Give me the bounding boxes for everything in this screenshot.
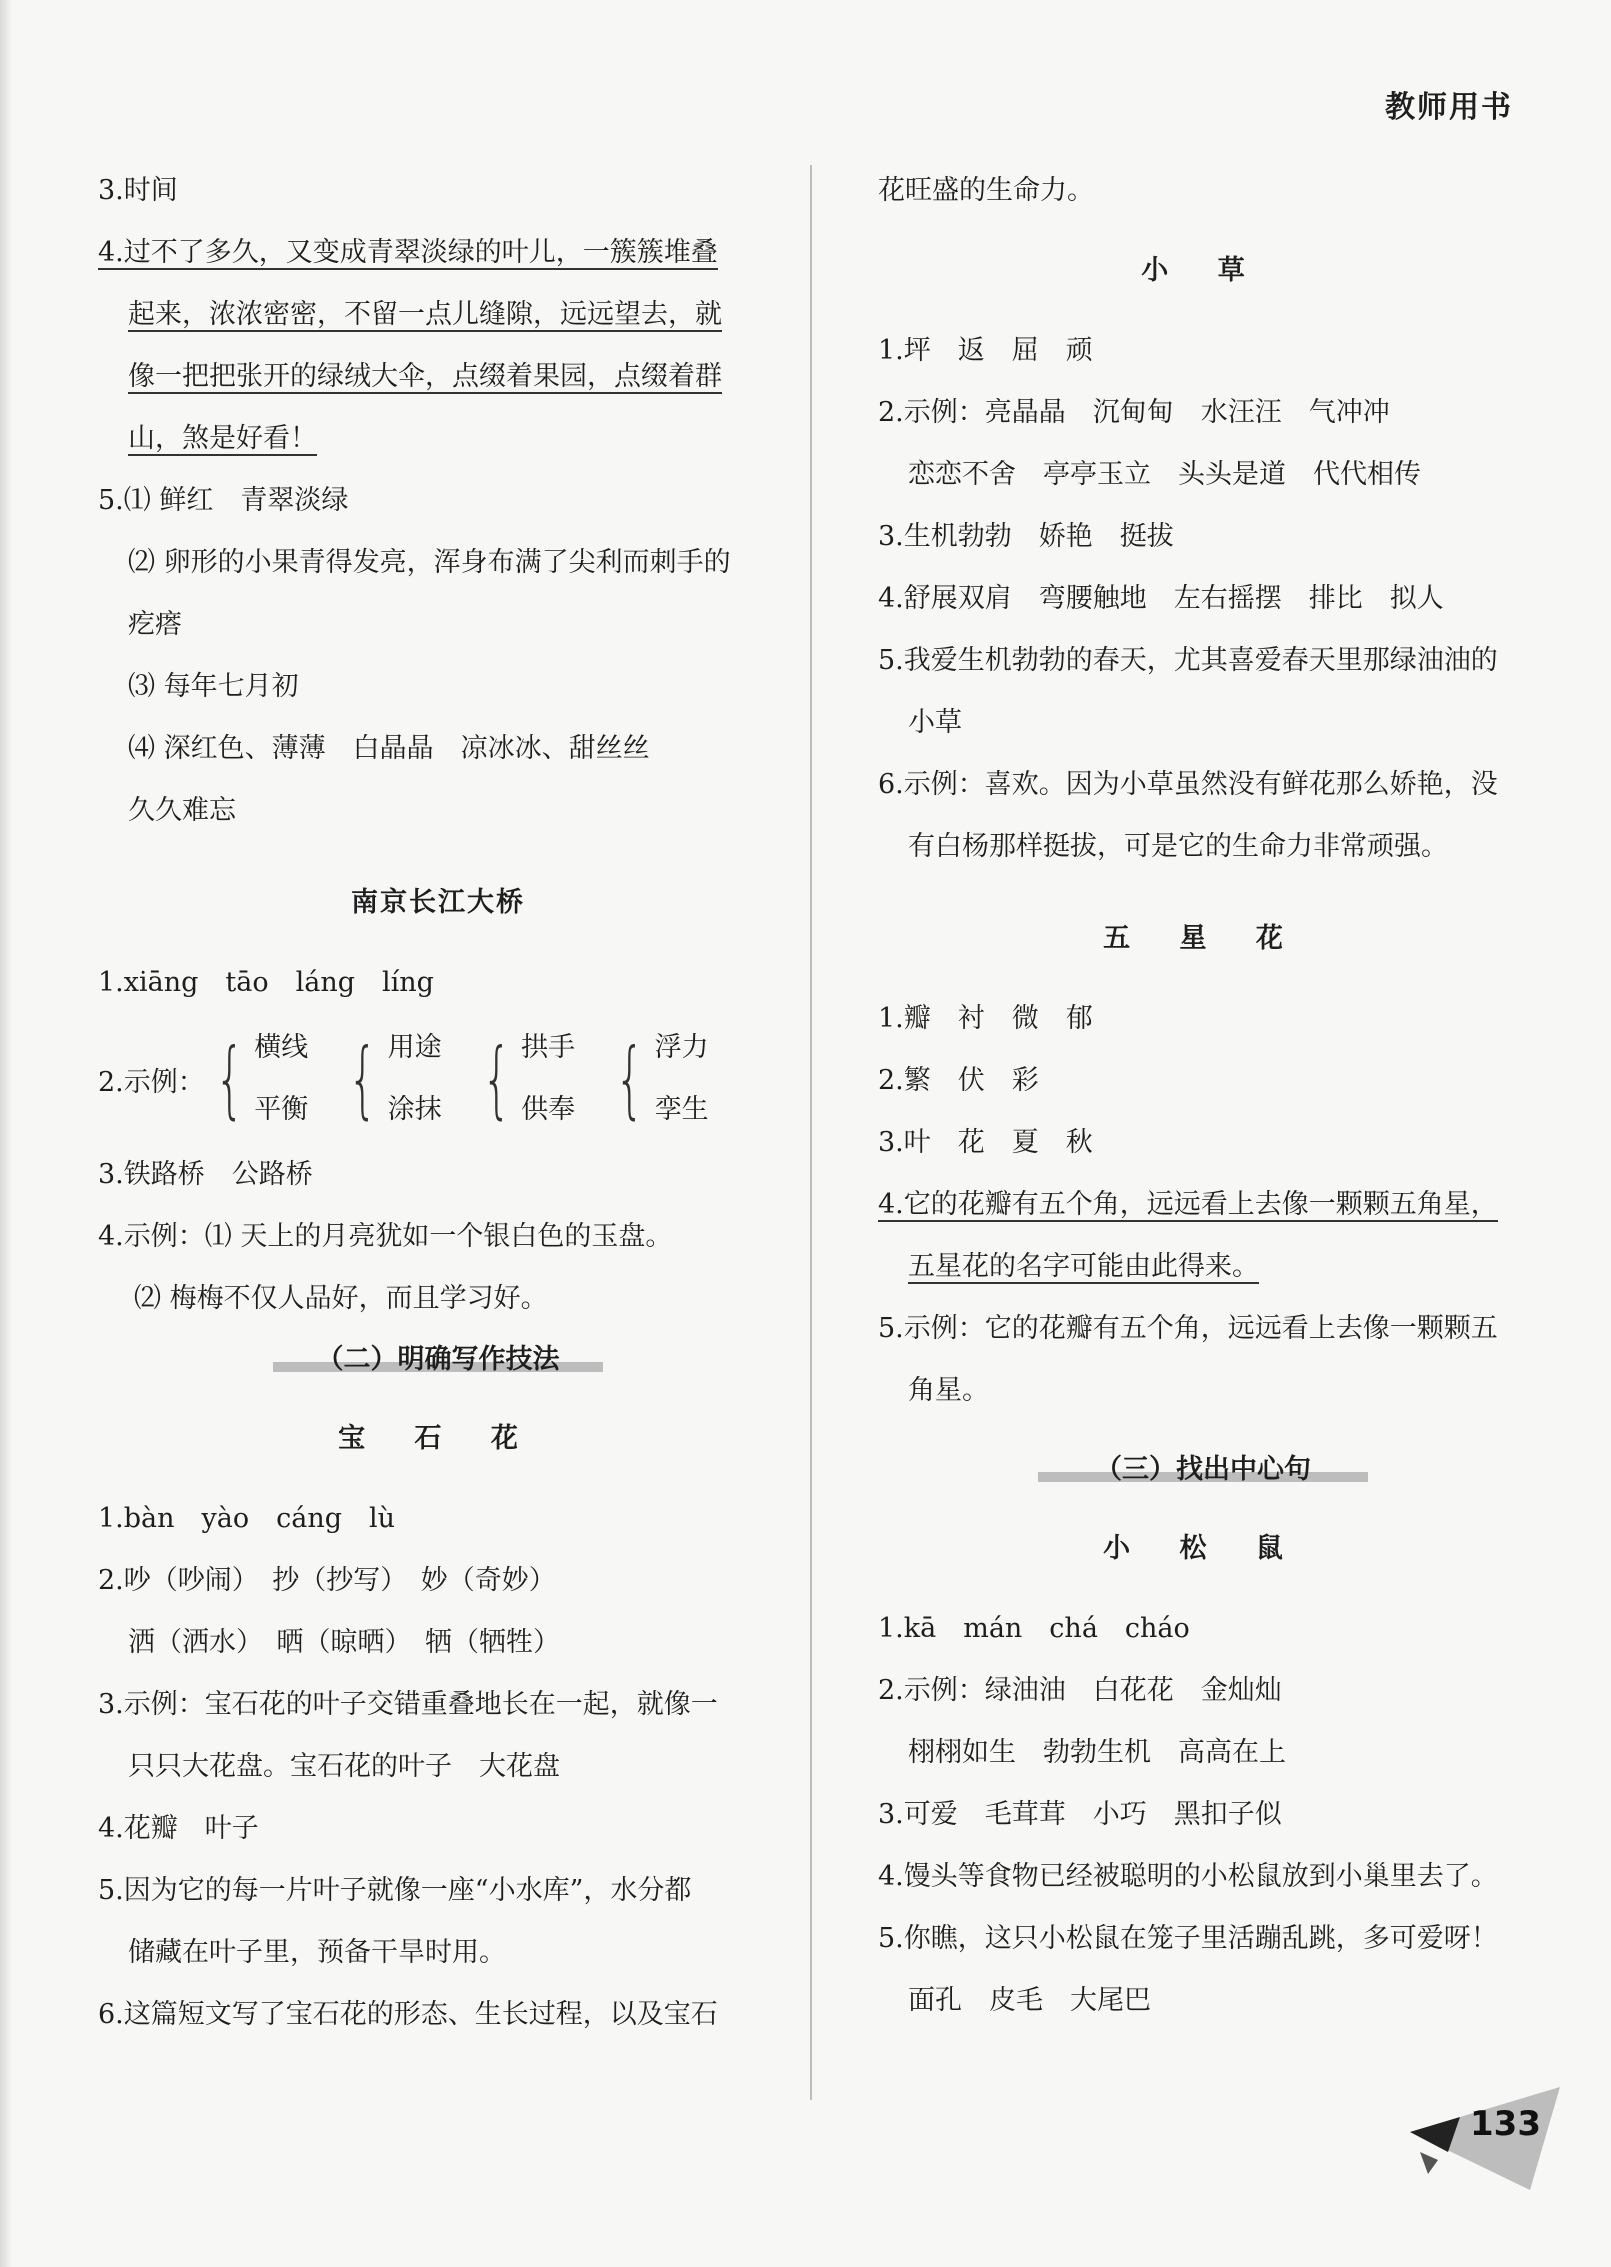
answer-line: 2.繁 伏 彩: [878, 1065, 1039, 1096]
pair-word: 浮力: [654, 1032, 709, 1063]
answer-line: [878, 1174, 1528, 1236]
article-title: 小 草: [1141, 255, 1265, 286]
answer-prefix: 2.示例：: [98, 1066, 205, 1098]
answer-line: 花旺盛的生命力。: [878, 175, 1094, 206]
answer-line: [878, 1236, 1528, 1298]
word-pair: [338, 1017, 441, 1141]
answer-line: 3.生机勃勃 娇艳 挺拔: [878, 521, 1174, 552]
page-edge: [0, 0, 12, 2267]
answer-line: 1.kā mán chá cháo: [878, 1613, 1190, 1644]
answer-line: 4.馒头等食物已经被聪明的小松鼠放到小巢里去了。: [878, 1861, 1498, 1892]
answer-line: 4.示例：⑴ 天上的月亮犹如一个银白色的玉盘。: [98, 1221, 673, 1252]
pair-word: 用途: [387, 1032, 442, 1063]
answer-line: 3.叶 花 夏 秋: [878, 1127, 1093, 1158]
answer-line: 久久难忘: [128, 795, 236, 826]
answer-line: 1.xiāng tāo láng líng: [98, 967, 434, 998]
answer-line: 小草: [908, 707, 962, 738]
brace-icon: {: [348, 1030, 378, 1128]
article-title: 小 松 鼠: [1103, 1533, 1303, 1564]
answer-line: ⑷ 深红色、薄薄 白晶晶 凉冰冰、甜丝丝: [128, 733, 650, 764]
answer-line: 栩栩如生 勃勃生机 高高在上: [908, 1737, 1286, 1768]
answer-line: ⑵ 卵形的小果青得发亮，浑身布满了尖利而刺手的: [128, 547, 731, 578]
pair-word: 涂抹: [387, 1094, 442, 1125]
brace-example-row: [98, 1014, 778, 1144]
answer-line: 只只大花盘。宝石花的叶子 大花盘: [128, 1751, 560, 1782]
brace-icon: {: [615, 1030, 645, 1128]
answer-line: 有白杨那样挺拔，可是它的生命力非常顽强。: [908, 831, 1448, 862]
answer-line: 5.你瞧，这只小松鼠在笼子里活蹦乱跳，多可爱呀！: [878, 1923, 1498, 1954]
answer-line: 2.吵（吵闹） 抄（抄写） 妙（奇妙）: [98, 1565, 556, 1596]
answer-line: 面孔 皮毛 大尾巴: [908, 1985, 1151, 2016]
word-pair: [605, 1017, 708, 1141]
page-number-badge: [1400, 2082, 1570, 2192]
answer-line: 5.我爱生机勃勃的春天，尤其喜爱春天里那绿油油的: [878, 645, 1498, 676]
underlined-text: 山，煞是好看！: [128, 423, 317, 454]
underlined-text: 4.过不了多久，又变成青翠淡绿的叶儿，一簇簇堆叠: [98, 237, 718, 268]
answer-line: 3.可爱 毛茸茸 小巧 黑扣子似: [878, 1799, 1282, 1830]
answer-line: 3.时间: [98, 175, 178, 206]
pair-word: 平衡: [254, 1094, 309, 1125]
answer-line: ⑵ 梅梅不仅人品好，而且学习好。: [134, 1283, 548, 1314]
right-column: [878, 160, 1528, 2032]
answer-line: 2.示例：亮晶晶 沉甸甸 水汪汪 气冲冲: [878, 397, 1390, 428]
answer-line: [98, 346, 778, 408]
left-column: [98, 160, 778, 2046]
answer-line: 3.铁路桥 公路桥: [98, 1159, 313, 1190]
answer-line: 2.示例：绿油油 白花花 金灿灿: [878, 1675, 1282, 1706]
brace-icon: {: [481, 1030, 512, 1128]
section-heading: （二）明确写作技法: [273, 1340, 603, 1380]
answer-line: 1.bàn yào cáng lù: [98, 1503, 396, 1534]
pair-word: 孪生: [654, 1094, 709, 1125]
brace-icon: {: [214, 1030, 245, 1128]
underlined-text: 4.它的花瓣有五个角，远远看上去像一颗颗五角星，: [878, 1189, 1498, 1220]
word-pair: [205, 1017, 308, 1141]
answer-line: 3.示例：宝石花的叶子交错重叠地长在一起，就像一: [98, 1689, 718, 1720]
answer-line: 角星。: [908, 1375, 989, 1406]
answer-line: 1.坪 返 屈 顽: [878, 335, 1093, 366]
answer-line: 5.示例：它的花瓣有五个角，远远看上去像一颗颗五: [878, 1313, 1498, 1344]
answer-line: 恋恋不舍 亭亭玉立 头头是道 代代相传: [908, 459, 1421, 490]
page-number: 133: [1470, 2104, 1541, 2144]
answer-line: 6.这篇短文写了宝石花的形态、生长过程，以及宝石: [98, 1999, 718, 2030]
answer-line: [98, 284, 778, 346]
underlined-text: 像一把把张开的绿绒大伞，点缀着果园，点缀着群: [128, 361, 722, 392]
article-title: 五 星 花: [1103, 923, 1303, 954]
answer-line: 6.示例：喜欢。因为小草虽然没有鲜花那么娇艳，没: [878, 769, 1498, 800]
article-title: 宝 石 花: [338, 1423, 538, 1454]
answer-line: 洒（洒水） 晒（晾晒） 牺（牺牲）: [128, 1627, 560, 1658]
column-divider: [810, 165, 812, 2100]
underlined-text: 五星花的名字可能由此得来。: [908, 1251, 1259, 1282]
answer-line: [98, 222, 778, 284]
section-heading: （三）找出中心句: [1038, 1450, 1368, 1490]
pair-word: 拱手: [521, 1032, 576, 1063]
answer-line: ⑶ 每年七月初: [128, 671, 299, 702]
answer-line: 4.花瓣 叶子: [98, 1813, 259, 1844]
answer-line: [98, 408, 778, 470]
answer-line: 4.舒展双肩 弯腰触地 左右摇摆 排比 拟人: [878, 583, 1444, 614]
article-title: 南京长江大桥: [351, 887, 525, 918]
answer-line: 疙瘩: [128, 609, 182, 640]
answer-line: 5.⑴ 鲜红 青翠淡绿: [98, 485, 349, 516]
word-pair: [472, 1017, 575, 1141]
page-header: 教师用书: [1385, 90, 1513, 125]
answer-line: 储藏在叶子里，预备干旱时用。: [128, 1937, 506, 1968]
answer-line: 1.瓣 衬 微 郁: [878, 1003, 1093, 1034]
underlined-text: 起来，浓浓密密，不留一点儿缝隙，远远望去，就: [128, 299, 722, 330]
pair-word: 供奉: [521, 1094, 576, 1125]
pair-word: 横线: [254, 1032, 309, 1063]
answer-line: 5.因为它的每一片叶子就像一座“小水库”，水分都: [98, 1875, 692, 1906]
